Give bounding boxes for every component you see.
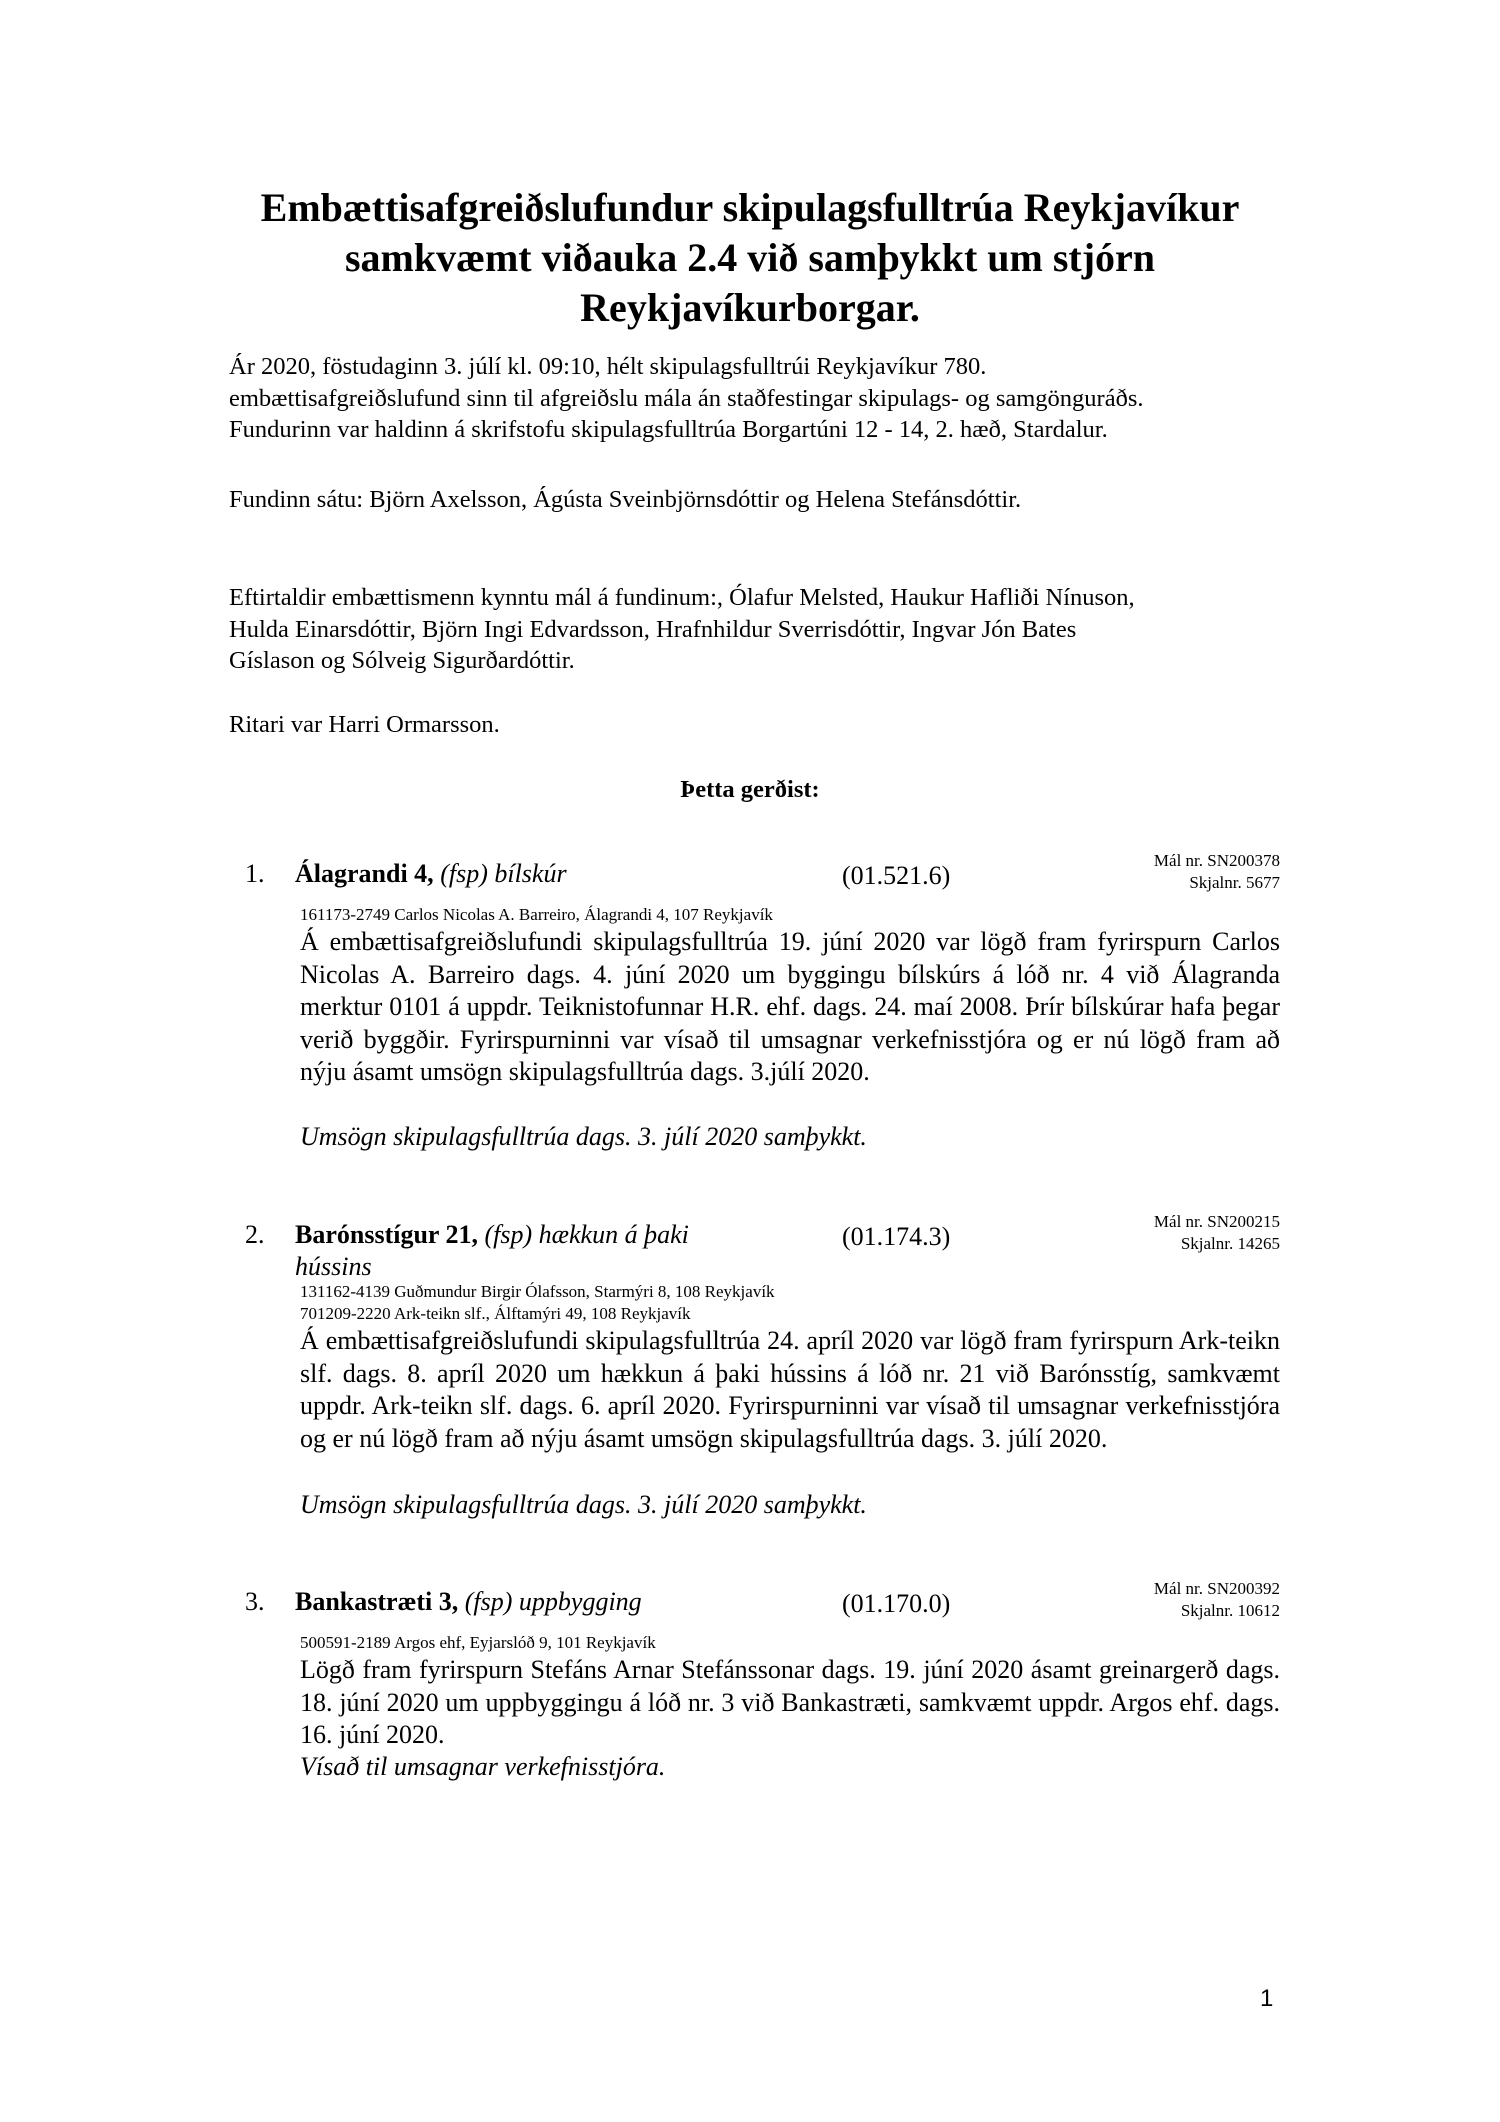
document-id: Skjalnr. 10612 xyxy=(1180,1601,1280,1620)
applicant-line: 161173-2749 Carlos Nicolas A. Barreiro, Álagrandi 4, 107 Reykjavík xyxy=(300,905,773,924)
case-address: Barónsstígur 21, xyxy=(295,1220,478,1249)
applicant-line: 500591-2189 Argos ehf, Eyjarslóð 9, 101 Reykjavík xyxy=(300,1633,656,1652)
intro-line: Ár 2020, föstudaginn 3. júlí kl. 09:10, hélt skipulagsfulltrúi Reykjavíkur 780. xyxy=(229,353,987,380)
case-land-code: (01.174.3) xyxy=(842,1222,951,1251)
case-title xyxy=(295,1219,735,1283)
case-address: Bankastræti 3, xyxy=(295,1587,459,1616)
case-subject: (fsp) hækkun á þaki hússins xyxy=(295,1220,689,1281)
case-id: Mál nr. SN200215 xyxy=(1153,1212,1280,1231)
title-line: Reykjavíkurborgar. xyxy=(580,285,920,330)
case-number: 1. xyxy=(245,859,265,888)
case-decision: Umsögn skipulagsfulltrúa dags. 3. júlí 2020 samþykkt. xyxy=(300,1490,867,1519)
case-description: Á embættisafgreiðslufundi skipulagsfulltrúa 24. apríl 2020 var lögð fram fyrirspurn Ark-teikn slf. dags. 8. apríl 2020 um hækkun á þaki hússins á lóð nr. 21 við Barónsstíg, samkvæmt uppdr. Ark-teikn slf. dags. 6. apríl 2020. Fyrirspurninni var vísað til umsagnar verkefnisstjóra og er nú lögð fram að nýju ásamt umsögn skipulagsfulltrúa dags. 3. júlí 2020. xyxy=(300,1326,1280,1453)
title-line: Embættisafgreiðslufundur skipulagsfulltrúa Reykjavíkur xyxy=(260,185,1240,230)
case-decision: Vísað til umsagnar verkefnisstjóra. xyxy=(300,1752,666,1781)
case-meta xyxy=(1154,1211,1280,1255)
case-title xyxy=(295,1586,745,1618)
intro-line: embættisafgreiðslufund sinn til afgreiðslu mála án staðfestingar skipulags- og samgönguráðs. xyxy=(229,384,1144,412)
case-subject: (fsp) uppbygging xyxy=(464,1587,642,1616)
case-number: 3. xyxy=(245,1587,265,1616)
section-heading: Þetta gerðist: xyxy=(680,776,820,803)
attendees-paragraph: Fundinn sátu: Björn Axelsson, Ágústa Sveinbjörnsdóttir og Helena Stefánsdóttir. xyxy=(229,486,1022,513)
applicants xyxy=(300,1281,775,1325)
page-number: 1 xyxy=(1260,1985,1274,2012)
case-subject: (fsp) bílskúr xyxy=(440,859,567,888)
document-id: Skjalnr. 5677 xyxy=(1189,873,1280,892)
case-description: Lögð fram fyrirspurn Stefáns Arnar Stefánssonar dags. 19. júní 2020 ásamt greinargerð dags. 18. júní 2020 um uppbyggingu á lóð nr. 3 við Bankastræti, samkvæmt uppdr. Argos ehf. dags. 16. júní 2020. xyxy=(300,1655,1280,1749)
case-description: Á embættisafgreiðslufundi skipulagsfulltrúa 19. júní 2020 var lögð fram fyrirspurn Carlos Nicolas A. Barreiro dags. 4. júní 2020 um byggingu bílskúrs á lóð nr. 4 við Álagranda merktur 0101 á uppdr. Teiknistofunnar H.R. ehf. dags. 24. maí 2008. Þrír bílskúrar hafa þegar verið byggðir. Fyrirspurninni var vísað til umsagnar verkefnisstjóra og er nú lögð fram að nýju ásamt umsögn skipulagsfulltrúa dags. 3.júlí 2020. xyxy=(300,927,1280,1086)
title-line: samkvæmt viðauka 2.4 við samþykkt um stjórn xyxy=(344,235,1156,280)
secretary-paragraph: Ritari var Harri Ormarsson. xyxy=(229,711,500,738)
officials-line: Gíslason og Sólveig Sigurðardóttir. xyxy=(229,647,575,674)
applicants xyxy=(300,1632,656,1654)
applicants xyxy=(300,904,773,926)
intro-line: Fundurinn var haldinn á skrifstofu skipulagsfulltrúa Borgartúni 12 - 14, 2. hæð, Stardalur. xyxy=(229,416,1108,443)
case-number: 2. xyxy=(245,1220,265,1249)
document-title xyxy=(200,183,1300,333)
case-meta xyxy=(1154,1578,1280,1622)
officials-paragraph xyxy=(229,582,1289,677)
applicant-line: 131162-4139 Guðmundur Birgir Ólafsson, Starmýri 8, 108 Reykjavík xyxy=(300,1282,775,1301)
case-id: Mál nr. SN200378 xyxy=(1153,851,1280,870)
case-meta xyxy=(1154,850,1280,894)
officials-line: Eftirtaldir embættismenn kynntu mál á fundinum:, Ólafur Melsted, Haukur Hafliði Nínuson, xyxy=(229,584,1135,611)
document-id: Skjalnr. 14265 xyxy=(1180,1234,1280,1253)
case-decision: Umsögn skipulagsfulltrúa dags. 3. júlí 2020 samþykkt. xyxy=(300,1122,867,1151)
applicant-line: 701209-2220 Ark-teikn slf., Álftamýri 49, 108 Reykjavík xyxy=(300,1304,691,1323)
case-id: Mál nr. SN200392 xyxy=(1153,1579,1280,1598)
case-land-code: (01.170.0) xyxy=(842,1589,951,1618)
case-address: Álagrandi 4, xyxy=(295,859,434,888)
officials-line: Hulda Einarsdóttir, Björn Ingi Edvardsson, Hrafnhildur Sverrisdóttir, Ingvar Jón Bates xyxy=(229,615,1077,643)
intro-paragraph xyxy=(229,351,1289,446)
case-land-code: (01.521.6) xyxy=(842,861,951,890)
case-title xyxy=(295,858,745,890)
